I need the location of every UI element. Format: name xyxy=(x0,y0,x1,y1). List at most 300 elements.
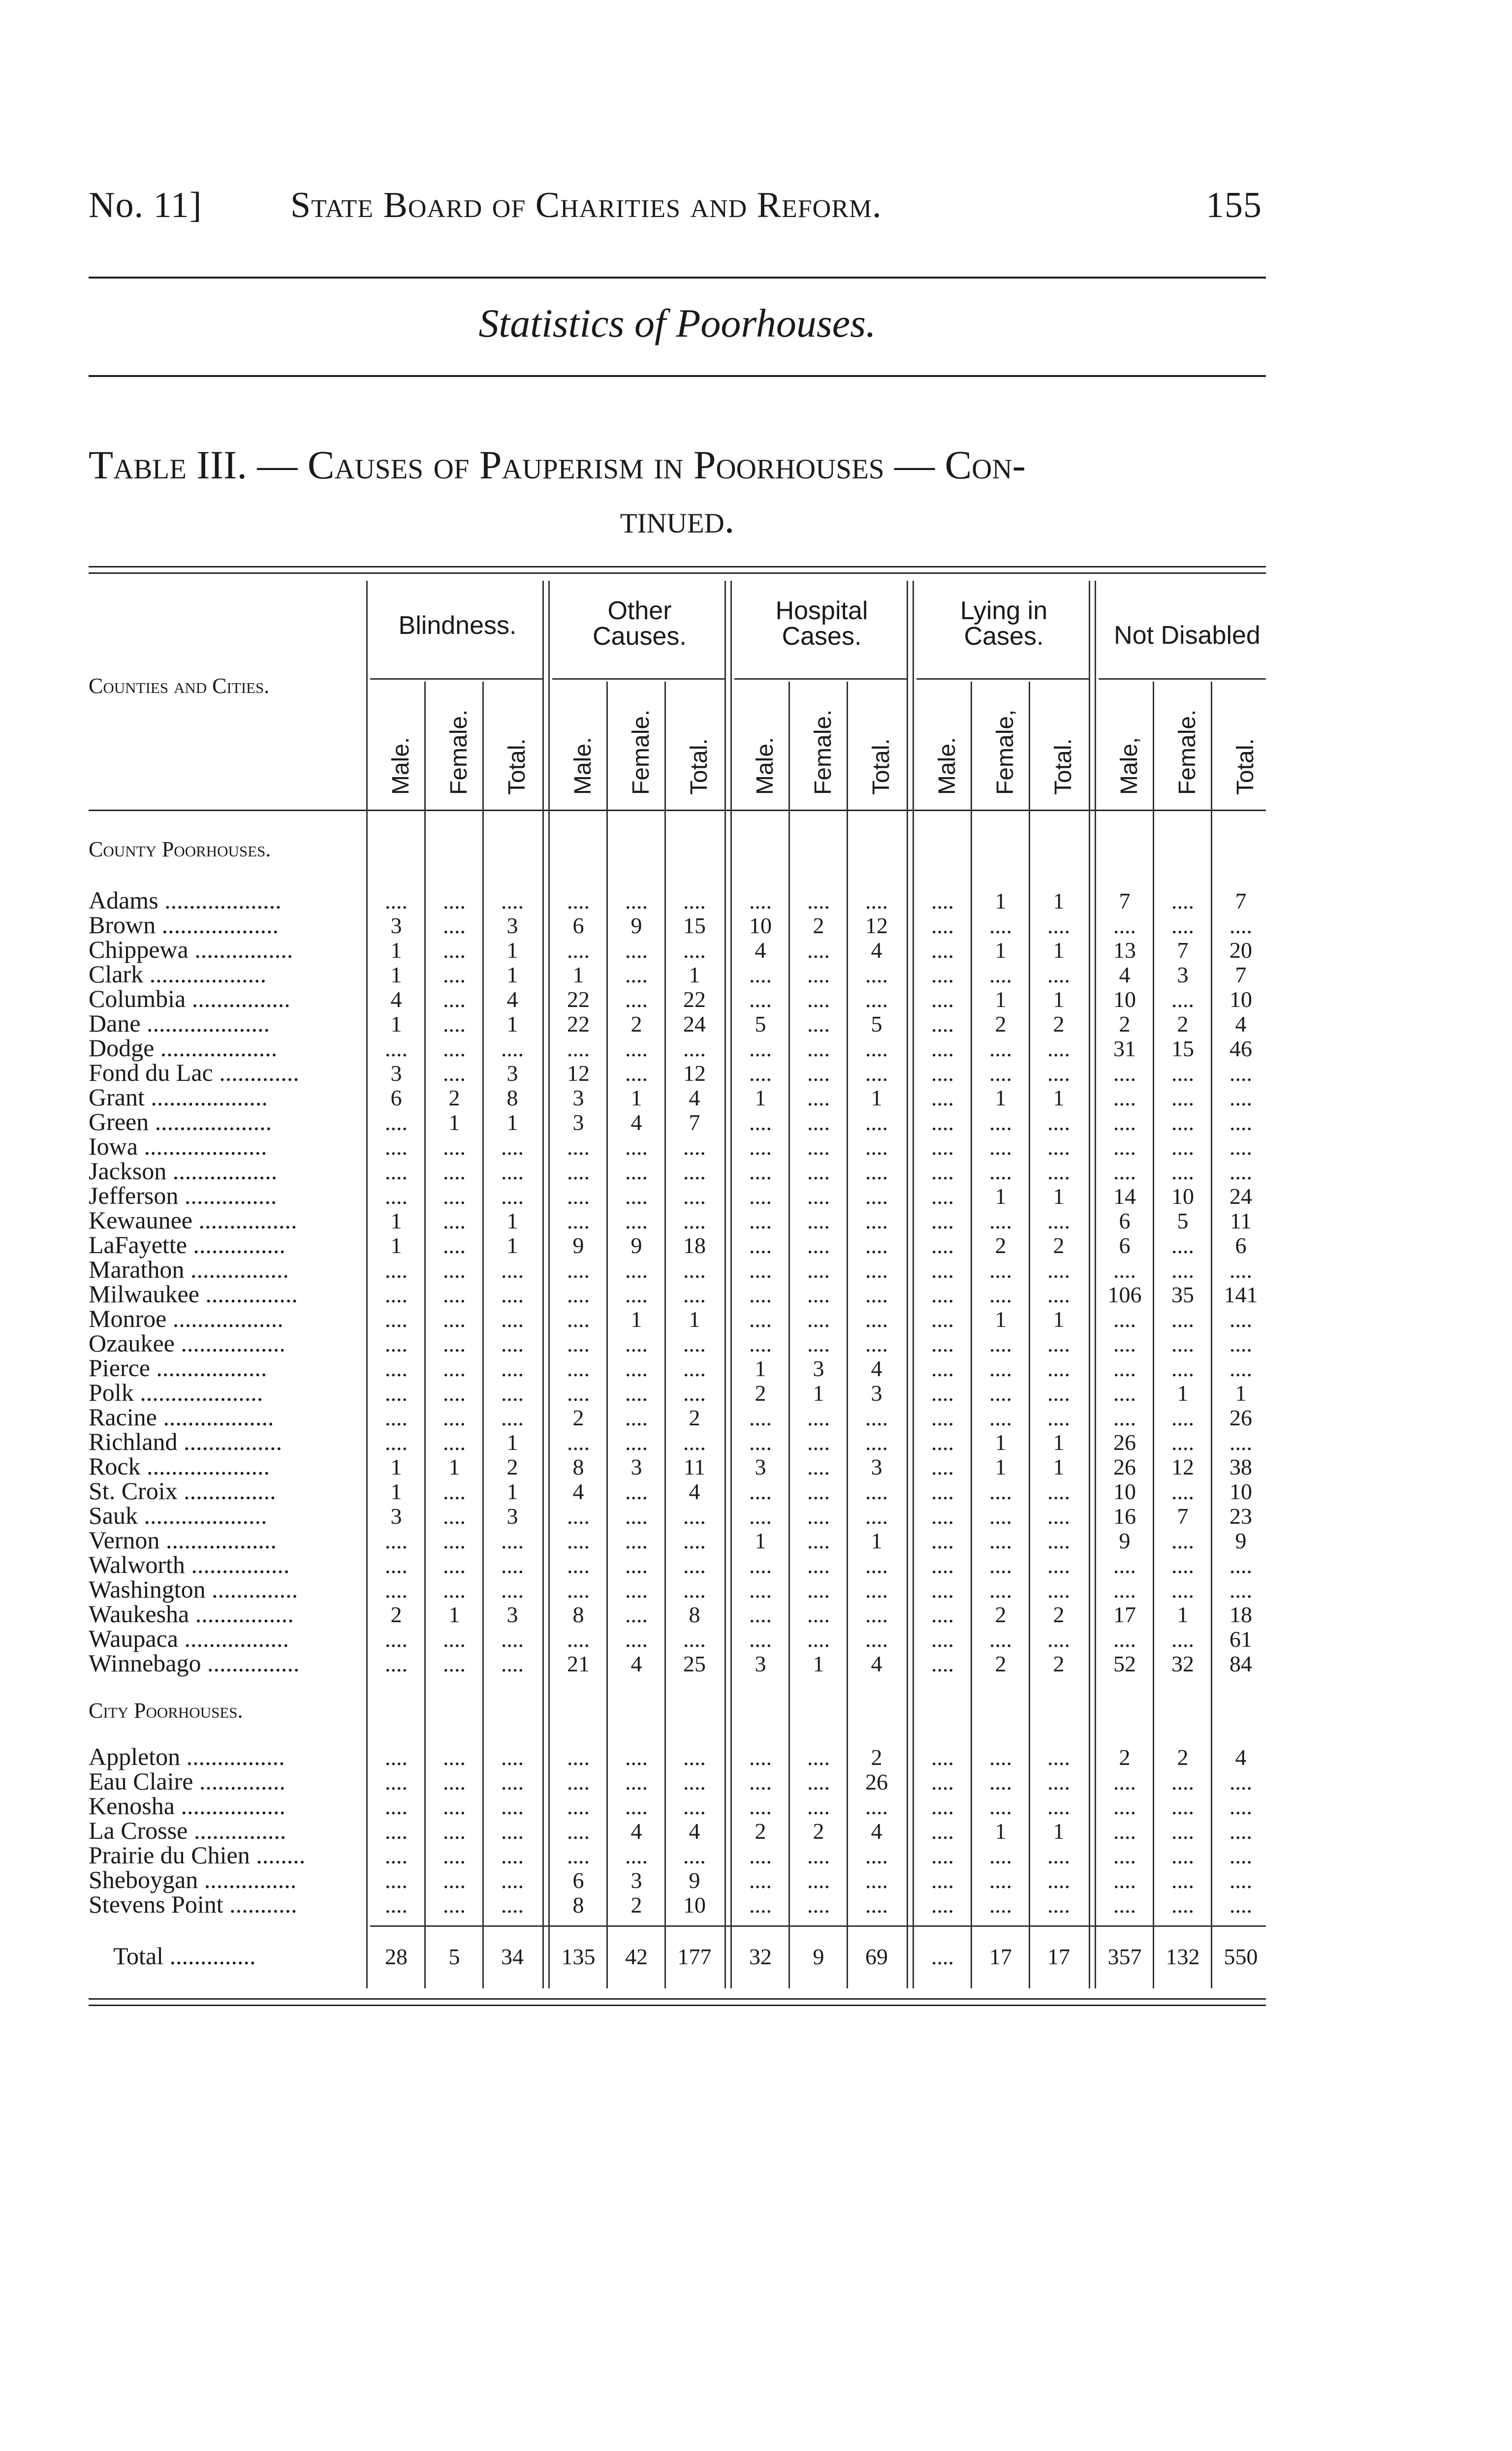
county-row-label: Clark ................... xyxy=(89,960,267,988)
county-cell: .... xyxy=(931,938,954,963)
city-cell: .... xyxy=(749,1843,772,1868)
county-cell: .... xyxy=(1171,1528,1194,1553)
county-cell: .... xyxy=(749,1602,772,1627)
city-cell: .... xyxy=(385,1843,408,1868)
county-cell: .... xyxy=(931,1356,954,1381)
county-cell: .... xyxy=(989,1504,1012,1529)
county-cell: .... xyxy=(683,1553,706,1578)
county-cell: .... xyxy=(443,1577,466,1603)
city-cell: .... xyxy=(931,1745,954,1770)
county-cell: .... xyxy=(443,1430,466,1455)
county-cell: 1 xyxy=(689,1307,700,1332)
county-cell: .... xyxy=(931,1061,954,1086)
city-cell: .... xyxy=(865,1843,888,1868)
county-row-label: Dane .................... xyxy=(89,1009,270,1037)
county-cell: .... xyxy=(443,1036,466,1061)
county-cell: .... xyxy=(1229,1356,1252,1381)
county-cell: .... xyxy=(1171,1479,1194,1504)
county-cell: .... xyxy=(567,1257,590,1283)
county-cell: 21 xyxy=(567,1651,590,1676)
county-cell: 3 xyxy=(572,1085,584,1110)
group-rule-blindness xyxy=(370,678,542,680)
county-cell: 1 xyxy=(995,1184,1007,1209)
county-cell: 1 xyxy=(1053,987,1065,1012)
county-cell: 4 xyxy=(871,938,882,963)
county-cell: .... xyxy=(1113,1627,1136,1652)
county-cell: .... xyxy=(1047,1159,1070,1184)
group-header-hospital-cases-text: Hospital Cases. xyxy=(775,597,868,651)
county-cell: 1 xyxy=(995,888,1007,913)
county-cell: .... xyxy=(931,1405,954,1430)
county-cell: .... xyxy=(385,1307,408,1332)
county-cell: 22 xyxy=(567,1011,590,1037)
total-cell: .... xyxy=(931,1944,954,1969)
county-cell: 2 xyxy=(630,1011,642,1037)
running-title: State Board of Charities and Reform. xyxy=(290,185,882,225)
county-cell: .... xyxy=(1171,1553,1194,1578)
county-cell: .... xyxy=(865,987,888,1012)
city-cell: 1 xyxy=(995,1819,1007,1844)
county-cell: .... xyxy=(1047,913,1070,938)
county-cell: .... xyxy=(931,1430,954,1455)
county-cell: .... xyxy=(567,1528,590,1553)
county-row-label: Washington .............. xyxy=(89,1575,298,1603)
county-cell: .... xyxy=(385,888,408,913)
city-cell: .... xyxy=(1113,1769,1136,1794)
county-cell: .... xyxy=(501,1331,524,1356)
city-cell: .... xyxy=(567,1794,590,1819)
city-cell: .... xyxy=(501,1769,524,1794)
county-cell: .... xyxy=(501,1405,524,1430)
county-cell: .... xyxy=(749,1184,772,1209)
county-cell: 10 xyxy=(749,913,772,938)
county-cell: 17 xyxy=(1113,1602,1136,1627)
county-cell: .... xyxy=(1229,1061,1252,1086)
county-cell: .... xyxy=(931,1331,954,1356)
county-cell: 12 xyxy=(1171,1454,1194,1479)
county-cell: .... xyxy=(989,1577,1012,1603)
county-cell: 5 xyxy=(1177,1208,1189,1233)
county-cell: .... xyxy=(749,1159,772,1184)
county-cell: .... xyxy=(1047,1282,1070,1307)
county-cell: .... xyxy=(865,1134,888,1160)
county-cell: .... xyxy=(625,1430,648,1455)
county-cell: .... xyxy=(865,962,888,987)
county-row-label: Ozaukee ................. xyxy=(89,1329,285,1357)
county-cell: .... xyxy=(567,1331,590,1356)
county-cell: .... xyxy=(807,1602,830,1627)
county-cell: 2 xyxy=(755,1381,766,1406)
county-cell: 3 xyxy=(630,1454,642,1479)
city-cell: .... xyxy=(1171,1769,1194,1794)
county-cell: 1 xyxy=(390,1233,402,1258)
county-cell: .... xyxy=(1171,1405,1194,1430)
county-cell: 7 xyxy=(1177,938,1189,963)
county-cell: .... xyxy=(567,1159,590,1184)
group-header-blindness: Blindness. xyxy=(398,611,517,640)
total-cell: 42 xyxy=(625,1944,648,1969)
county-cell: .... xyxy=(625,1627,648,1652)
city-cell: .... xyxy=(625,1794,648,1819)
county-cell: .... xyxy=(931,1307,954,1332)
county-cell: .... xyxy=(443,1184,466,1209)
county-cell: .... xyxy=(1113,1381,1136,1406)
header-rule xyxy=(89,277,1266,279)
county-cell: .... xyxy=(385,1356,408,1381)
county-cell: 12 xyxy=(865,913,888,938)
city-cell: .... xyxy=(1229,1769,1252,1794)
county-cell: 7 xyxy=(1177,1504,1189,1529)
county-row-label: Jackson ................. xyxy=(89,1157,278,1185)
county-cell: .... xyxy=(443,1257,466,1283)
city-cell: .... xyxy=(1229,1819,1252,1844)
county-cell: .... xyxy=(625,1159,648,1184)
county-cell: .... xyxy=(683,1430,706,1455)
county-cell: .... xyxy=(385,1528,408,1553)
col-rule-double-12 xyxy=(1089,581,1090,1988)
city-cell: .... xyxy=(749,1794,772,1819)
city-cell: .... xyxy=(1113,1819,1136,1844)
county-cell: .... xyxy=(385,1110,408,1135)
city-cell: 9 xyxy=(689,1868,700,1893)
county-cell: .... xyxy=(865,1036,888,1061)
county-cell: .... xyxy=(749,1208,772,1233)
city-cell: .... xyxy=(1047,1745,1070,1770)
county-cell: .... xyxy=(1171,1159,1194,1184)
county-cell: .... xyxy=(385,1430,408,1455)
city-cell: .... xyxy=(1113,1892,1136,1917)
total-cell: 28 xyxy=(385,1944,408,1969)
county-row-label: Marathon ................ xyxy=(89,1256,289,1283)
city-cell: .... xyxy=(443,1892,466,1917)
city-cell: .... xyxy=(385,1769,408,1794)
city-cell: 2 xyxy=(630,1892,642,1917)
county-cell: .... xyxy=(931,1184,954,1209)
city-cell: .... xyxy=(749,1769,772,1794)
county-cell: .... xyxy=(807,1134,830,1160)
county-cell: 1 xyxy=(871,1085,882,1110)
county-cell: .... xyxy=(931,1159,954,1184)
county-cell: .... xyxy=(807,1061,830,1086)
county-cell: .... xyxy=(989,1381,1012,1406)
county-row-label: Richland ................ xyxy=(89,1428,283,1455)
county-cell: .... xyxy=(501,1307,524,1332)
county-cell: 1 xyxy=(1177,1602,1189,1627)
city-cell: .... xyxy=(931,1819,954,1844)
counties-column-header: Counties and Cities. xyxy=(89,674,270,698)
county-row-label: Winnebago ............... xyxy=(89,1649,300,1677)
county-cell: .... xyxy=(1171,1233,1194,1258)
county-cell: 14 xyxy=(1113,1184,1136,1209)
city-cell: .... xyxy=(931,1794,954,1819)
county-cell: .... xyxy=(567,1553,590,1578)
county-cell: 2 xyxy=(689,1405,700,1430)
county-cell: .... xyxy=(567,1208,590,1233)
county-cell: .... xyxy=(931,1011,954,1037)
city-cell: .... xyxy=(1171,1892,1194,1917)
city-cell: .... xyxy=(989,1868,1012,1893)
city-cell: .... xyxy=(501,1819,524,1844)
county-cell: .... xyxy=(385,1627,408,1652)
county-row-label: Monroe .................. xyxy=(89,1305,284,1332)
city-cell: .... xyxy=(443,1819,466,1844)
county-cell: .... xyxy=(1171,1627,1194,1652)
county-cell: .... xyxy=(931,1627,954,1652)
city-cell: .... xyxy=(931,1769,954,1794)
county-cell: 8 xyxy=(506,1085,518,1110)
col-rule-double-6 xyxy=(724,581,726,1988)
county-cell: 1 xyxy=(813,1381,824,1406)
county-cell: 3 xyxy=(506,1061,518,1086)
county-cell: 1 xyxy=(390,938,402,963)
county-cell: .... xyxy=(443,888,466,913)
county-cell: .... xyxy=(625,1553,648,1578)
county-cell: .... xyxy=(807,1454,830,1479)
county-cell: .... xyxy=(625,1602,648,1627)
county-cell: .... xyxy=(931,888,954,913)
county-cell: 3 xyxy=(506,1504,518,1529)
county-cell: .... xyxy=(931,1479,954,1504)
county-cell: .... xyxy=(865,1627,888,1652)
county-cell: 8 xyxy=(572,1454,584,1479)
total-cell: 132 xyxy=(1166,1944,1200,1969)
county-row-label: Sauk .................... xyxy=(89,1502,267,1529)
county-cell: .... xyxy=(1229,1307,1252,1332)
county-cell: 2 xyxy=(813,913,824,938)
county-cell: .... xyxy=(501,1651,524,1676)
county-cell: .... xyxy=(931,1233,954,1258)
county-cell: .... xyxy=(443,1282,466,1307)
col-rule-double-3 xyxy=(542,581,544,1988)
county-cell: .... xyxy=(625,1356,648,1381)
city-cell: .... xyxy=(385,1794,408,1819)
county-cell: 1 xyxy=(506,1233,518,1258)
county-cell: 24 xyxy=(1229,1184,1252,1209)
subtitle-rule xyxy=(89,375,1266,377)
county-cell: 3 xyxy=(390,1061,402,1086)
county-cell: .... xyxy=(1047,1504,1070,1529)
county-cell: 141 xyxy=(1224,1282,1258,1307)
county-cell: 4 xyxy=(630,1110,642,1135)
county-cell: 1 xyxy=(871,1528,882,1553)
county-cell: 26 xyxy=(1229,1405,1252,1430)
city-cell: .... xyxy=(443,1868,466,1893)
county-cell: .... xyxy=(385,1405,408,1430)
county-cell: .... xyxy=(443,1356,466,1381)
county-cell: .... xyxy=(749,1504,772,1529)
county-cell: .... xyxy=(567,1504,590,1529)
total-cell: 17 xyxy=(1047,1944,1070,1969)
county-cell: 1 xyxy=(448,1454,460,1479)
county-cell: 9 xyxy=(630,1233,642,1258)
county-cell: 24 xyxy=(683,1011,706,1037)
city-cell: .... xyxy=(1171,1819,1194,1844)
county-cell: 3 xyxy=(572,1110,584,1135)
county-cell: .... xyxy=(501,1356,524,1381)
county-cell: .... xyxy=(567,1627,590,1652)
county-cell: 1 xyxy=(506,938,518,963)
county-cell: 6 xyxy=(572,913,584,938)
section-county-poorhouses: County Poorhouses. xyxy=(89,837,271,861)
county-cell: 22 xyxy=(567,987,590,1012)
city-row-label: Sheboygan ............... xyxy=(89,1866,297,1893)
county-cell: .... xyxy=(989,962,1012,987)
county-cell: .... xyxy=(807,1553,830,1578)
county-cell: .... xyxy=(1047,1577,1070,1603)
county-cell: 6 xyxy=(1119,1233,1131,1258)
city-cell: 4 xyxy=(630,1819,642,1844)
county-cell: 2 xyxy=(448,1085,460,1110)
county-cell: .... xyxy=(443,1061,466,1086)
county-cell: 10 xyxy=(1113,1479,1136,1504)
county-cell: .... xyxy=(931,1602,954,1627)
county-cell: .... xyxy=(749,1110,772,1135)
county-cell: 7 xyxy=(1235,888,1247,913)
city-cell: .... xyxy=(501,1745,524,1770)
county-row-label: Dodge ................... xyxy=(89,1034,278,1062)
county-cell: .... xyxy=(1171,1307,1194,1332)
county-cell: .... xyxy=(807,938,830,963)
county-cell: .... xyxy=(1047,1479,1070,1504)
county-cell: .... xyxy=(443,1528,466,1553)
county-cell: .... xyxy=(1047,1257,1070,1283)
county-cell: 1 xyxy=(995,1085,1007,1110)
county-cell: .... xyxy=(865,1061,888,1086)
county-cell: .... xyxy=(989,1528,1012,1553)
county-cell: 3 xyxy=(871,1381,882,1406)
county-cell: .... xyxy=(567,1381,590,1406)
county-cell: .... xyxy=(683,1627,706,1652)
total-cell: 32 xyxy=(749,1944,772,1969)
subhead-g2-total: Total. xyxy=(868,738,894,795)
county-cell: .... xyxy=(749,1577,772,1603)
city-cell: .... xyxy=(807,1794,830,1819)
county-cell: .... xyxy=(989,1405,1012,1430)
county-cell: .... xyxy=(625,1405,648,1430)
county-cell: 1 xyxy=(506,962,518,987)
county-cell: 3 xyxy=(813,1356,824,1381)
county-cell: .... xyxy=(683,1208,706,1233)
subhead-g1-female: Female. xyxy=(628,709,654,795)
county-cell: .... xyxy=(1171,1430,1194,1455)
county-cell: 1 xyxy=(995,1307,1007,1332)
city-cell: .... xyxy=(1113,1794,1136,1819)
county-cell: .... xyxy=(807,1504,830,1529)
county-cell: 2 xyxy=(995,1602,1007,1627)
page-number-label: No. 11] xyxy=(89,185,202,225)
county-cell: 1 xyxy=(506,1430,518,1455)
county-cell: 15 xyxy=(1171,1036,1194,1061)
county-cell: .... xyxy=(865,1430,888,1455)
county-cell: .... xyxy=(625,1528,648,1553)
county-cell: 84 xyxy=(1229,1651,1252,1676)
county-cell: .... xyxy=(1171,1331,1194,1356)
county-cell: 1 xyxy=(1053,1307,1065,1332)
subhead-g1-male: Male. xyxy=(570,737,596,795)
county-cell: 1 xyxy=(1053,1085,1065,1110)
county-cell: .... xyxy=(443,962,466,987)
county-cell: 9 xyxy=(572,1233,584,1258)
city-cell: .... xyxy=(749,1868,772,1893)
county-cell: .... xyxy=(931,1553,954,1578)
county-cell: .... xyxy=(625,1479,648,1504)
county-cell: .... xyxy=(749,987,772,1012)
city-cell: .... xyxy=(807,1868,830,1893)
county-cell: 8 xyxy=(689,1602,700,1627)
county-row-label: Adams ................... xyxy=(89,886,282,914)
county-cell: 4 xyxy=(871,1651,882,1676)
county-cell: .... xyxy=(989,1356,1012,1381)
county-row-label: Green ................... xyxy=(89,1108,272,1135)
county-row-label: Walworth ................ xyxy=(89,1551,290,1578)
group-header-not-disabled: Not Disabled xyxy=(1114,621,1260,650)
table-bottom-rule-1 xyxy=(89,1998,1266,2000)
county-cell: .... xyxy=(865,1307,888,1332)
city-cell: .... xyxy=(807,1892,830,1917)
county-cell: .... xyxy=(1047,1110,1070,1135)
county-cell: 32 xyxy=(1171,1651,1194,1676)
county-cell: .... xyxy=(749,1233,772,1258)
county-cell: 15 xyxy=(683,913,706,938)
group-rule-notdisabled xyxy=(1099,678,1266,680)
county-cell: 1 xyxy=(995,1430,1007,1455)
city-cell: .... xyxy=(749,1892,772,1917)
county-cell: 2 xyxy=(1053,1602,1065,1627)
city-row-label: Stevens Point ........... xyxy=(89,1890,297,1918)
county-cell: .... xyxy=(1229,1159,1252,1184)
city-cell: .... xyxy=(683,1843,706,1868)
county-cell: .... xyxy=(1229,1085,1252,1110)
city-cell: .... xyxy=(683,1745,706,1770)
county-cell: .... xyxy=(749,1553,772,1578)
city-cell: .... xyxy=(1229,1868,1252,1893)
county-cell: .... xyxy=(443,1208,466,1233)
county-cell: 1 xyxy=(755,1356,766,1381)
subhead-g0-total: Total. xyxy=(504,738,530,795)
county-cell: .... xyxy=(931,1381,954,1406)
county-cell: .... xyxy=(749,1036,772,1061)
county-cell: 7 xyxy=(1119,888,1131,913)
county-cell: .... xyxy=(625,1577,648,1603)
county-cell: .... xyxy=(683,888,706,913)
county-cell: .... xyxy=(931,1257,954,1283)
county-cell: .... xyxy=(865,1233,888,1258)
city-cell: .... xyxy=(443,1745,466,1770)
county-cell: .... xyxy=(931,962,954,987)
county-cell: 3 xyxy=(506,1602,518,1627)
county-cell: 9 xyxy=(1235,1528,1247,1553)
subhead-g4-total: Total. xyxy=(1232,738,1259,795)
county-cell: 1 xyxy=(1053,1430,1065,1455)
county-row-label: Iowa .................... xyxy=(89,1132,267,1160)
group-rule-lying xyxy=(916,678,1089,680)
county-cell: .... xyxy=(807,1528,830,1553)
city-cell: .... xyxy=(749,1745,772,1770)
county-cell: 3 xyxy=(390,913,402,938)
county-cell: .... xyxy=(1113,1553,1136,1578)
col-rule-double-9 xyxy=(907,581,908,1988)
county-cell: .... xyxy=(807,1208,830,1233)
county-cell: .... xyxy=(443,913,466,938)
county-cell: .... xyxy=(1047,1331,1070,1356)
county-cell: .... xyxy=(625,1282,648,1307)
county-cell: .... xyxy=(807,888,830,913)
city-cell: 1 xyxy=(1053,1819,1065,1844)
county-row-label: Fond du Lac ............. xyxy=(89,1059,299,1086)
county-cell: .... xyxy=(625,1208,648,1233)
county-cell: .... xyxy=(1047,1528,1070,1553)
county-cell: .... xyxy=(443,1307,466,1332)
